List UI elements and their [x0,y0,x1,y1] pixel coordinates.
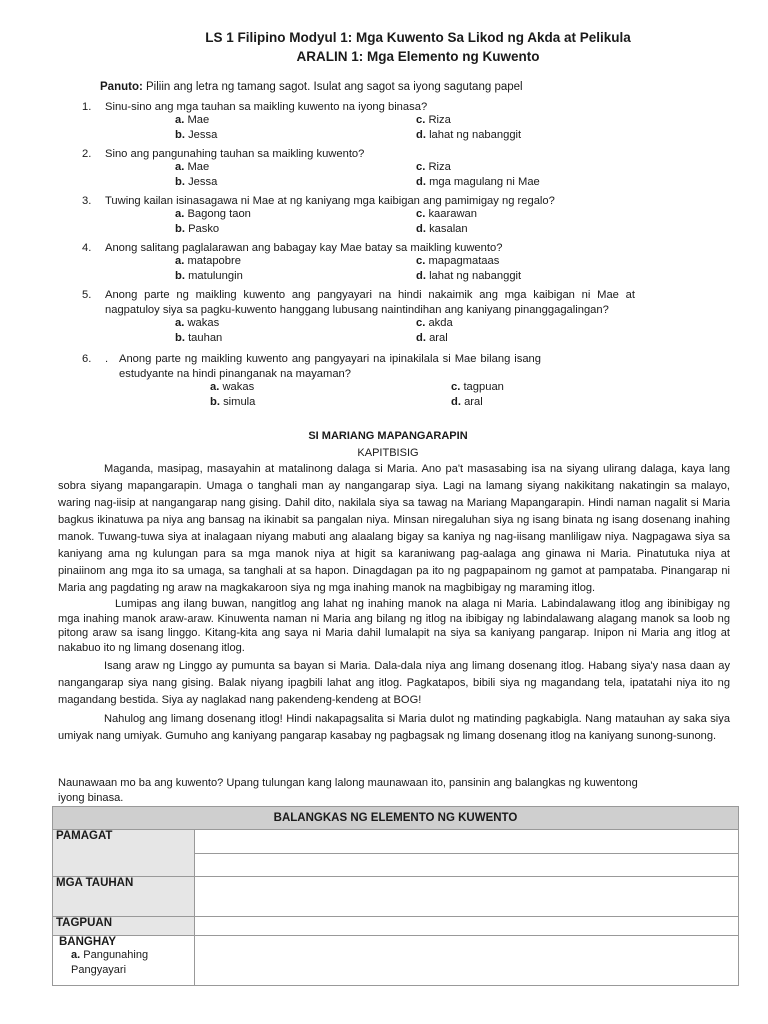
story-paragraph-2: Lumipas ang ilang buwan, nangitlog ang lahat ng inahing manok na alaga ni Maria. Labindalawang itlog ang ibinibigay ng mga inahing manok araw-araw. Kinuwenta naman ni Maria ang bilang ng itlog na ibibigay ng labindalawang alagang manok sa loob ng pitong araw sa isang linggo. Kitang-kita ang saya ni Maria dahil lumalapit na siya sa kaniyang pangarap. Inipon ni Maria ang itlog at nakabuo ito ng limang dosenang itlog. [58,598,730,654]
table-header: BALANGKAS NG ELEMENTO NG KUWENTO [53,807,739,830]
question-5 [82,288,642,318]
question-text: Tuwing kailan isinasagawa ni Mae at ng kaniyang mga kaibigan ang pamimigay ng regalo? [105,195,555,207]
option: a. matapobre [175,255,241,267]
story-elements-table [52,806,739,986]
option: c. Riza [416,114,451,126]
instructions-label: Panuto: [100,81,143,93]
question-number: 3. [82,195,92,207]
option: d. aral [451,396,483,408]
lesson-title: ARALIN 1: Mga Elemento ng Kuwento [296,49,540,64]
banghay-sub: a. Pangunahing Pangyayari [71,949,149,976]
option: d. mga magulang ni Mae [416,176,540,188]
option: c. tagpuan [451,381,504,393]
answer-cell-tauhan[interactable] [195,877,739,917]
question-number: 5. [82,289,92,301]
question-number: 2. [82,148,92,160]
answer-cell-pamagat-2[interactable] [195,854,739,877]
answer-cell-banghay[interactable] [195,936,739,986]
option: a. Mae [175,161,210,173]
option: c. akda [416,317,453,329]
story-body [58,461,730,745]
question-text: Anong parte ng maikling kuwento ang pangyayari na ipinakilala si Mae bilang isang estudyante na hindi pinanganak na mayaman? [119,353,541,380]
option: a. wakas [175,317,220,329]
option: b. Jessa [175,129,218,141]
answer-cell-tagpuan[interactable] [195,917,739,936]
option: d. lahat ng nabanggit [416,270,522,282]
option: c. kaarawan [416,208,477,220]
question-text: Sinu-sino ang mga tauhan sa maikling kuwento na iyong binasa? [105,101,428,113]
story-author: KAPITBISIG [357,447,419,459]
question-number: 4. [82,242,92,254]
row-label-tauhan: MGA TAUHAN [53,877,195,917]
module-title: LS 1 Filipino Modyul 1: Mga Kuwento Sa Likod ng Akda at Pelikula [205,30,631,45]
story-paragraph-1: Maganda, masipag, masayahin at matalinong dalaga si Maria. Ano pa't masasabing isa na siyang ulirang dalaga, kaya lang sobra siyang mapangarapin. Umaga o tanghali man ay nangangarap siya. Lagi na lamang siyang nakikitang nakatingin sa malayo, waring nag-iisip at nangangarap nang gising. Dahil dito, nakilala siya sa tawag na Mariang Mapangarapin. Hindi naman nagalit si Maria bagkus ikinatuwa pa niya ang bansag na ikinabit sa pangalan niya. Minsan niregaluhan siya ng isang binata ng isang dosenang inahing manok. Tuwang-tuwa siya at inalagaan niyang mabuti ang alaalang bigay sa kaniya ng nag-iisang manliligaw niya. Nagpagawa siya sa kaniyang ama ng kulungan para sa mga manok niya at higit sa karaniwang pag-aalaga ang ginawa ni Maria. Pinatutuka niya at pinaiinom ang mga ito sa umaga, sa tanghali at sa hapon. Dinagdagan pa ito ng pagpapainom ng gamot at pampataba. Pinangarap ni Maria ang pagdating ng araw na magkakaroon siya ng mga inahing manok na magbibigay ng maraming itlog. [58,463,730,594]
option: a. wakas [210,381,255,393]
option: c. Riza [416,161,451,173]
option: d. lahat ng nabanggit [416,129,522,141]
option: a. Mae [175,114,210,126]
option: b. Pasko [175,223,220,235]
option: b. Jessa [175,176,218,188]
story-followup: Naunawaan mo ba ang kuwento? Upang tulungan kang lalong maunawaan ito, pansinin ang balangkas ng kuwentong iyong binasa. [58,777,638,804]
question-prefix: . [105,353,109,365]
option: a. Bagong taon [175,208,251,220]
row-label-banghay: BANGHAY a. Pangunahing Pangyayari [53,936,195,986]
option: c. mapagmataas [416,255,500,267]
row-label-tagpuan: TAGPUAN [53,917,195,936]
option: d. kasalan [416,223,468,235]
answer-cell-pamagat[interactable] [195,830,739,854]
question-text: Sino ang pangunahing tauhan sa maikling kuwento? [105,148,365,160]
option: b. simula [210,396,256,408]
option: b. matulungin [175,270,243,282]
question-1 [82,100,427,115]
story-title: SI MARIANG MAPANGARAPIN [308,430,468,442]
question-text: Anong salitang paglalarawan ang babagay kay Mae batay sa maikling kuwento? [105,242,503,254]
question-4 [82,241,502,256]
story-paragraph-3: Isang araw ng Linggo ay pumunta sa bayan si Maria. Dala-dala niya ang limang dosenang itlog. Habang siya'y nasa daan ay nangangarap siya nang gising. Balak niyang ipagbili lahat ang itlog. Pagkatapos, bibili siya ng magandang tela, ipatatahi niya ito ng magandang bestida. Siya ay naglakad nang pakendeng-kendeng at BOG! [58,660,730,706]
question-6 [82,352,548,382]
instructions-text: Piliin ang letra ng tamang sagot. Isulat ang sagot sa iyong sagutang papel [146,81,523,93]
question-2 [82,147,364,162]
row-label-pamagat: PAMAGAT [53,830,195,877]
instructions [100,81,523,93]
option: d. aral [416,332,448,344]
question-text: Anong parte ng maikling kuwento ang pangyayari na hindi nakaimik ang mga kaibigan ni Mae at nagpatuloy siya sa pagku-kuwento hanggang lubusang naintindihan ang kaniyang pinanggagalingan? [105,289,635,316]
question-number: 1. [82,101,92,113]
story-paragraph-4: Nahulog ang limang dosenang itlog! Hindi nakapagsalita si Maria dulot ng matinding pagkabigla. Nang matauhan ay saka siya umiyak nang umiyak. Gumuho ang kaniyang pangarap kasabay ng pagbagsak ng limang dosenang itlog na kaniyang sunong-sunong. [58,713,730,742]
question-number: 6. [82,353,92,365]
option: b. tauhan [175,332,223,344]
question-3 [82,194,555,209]
